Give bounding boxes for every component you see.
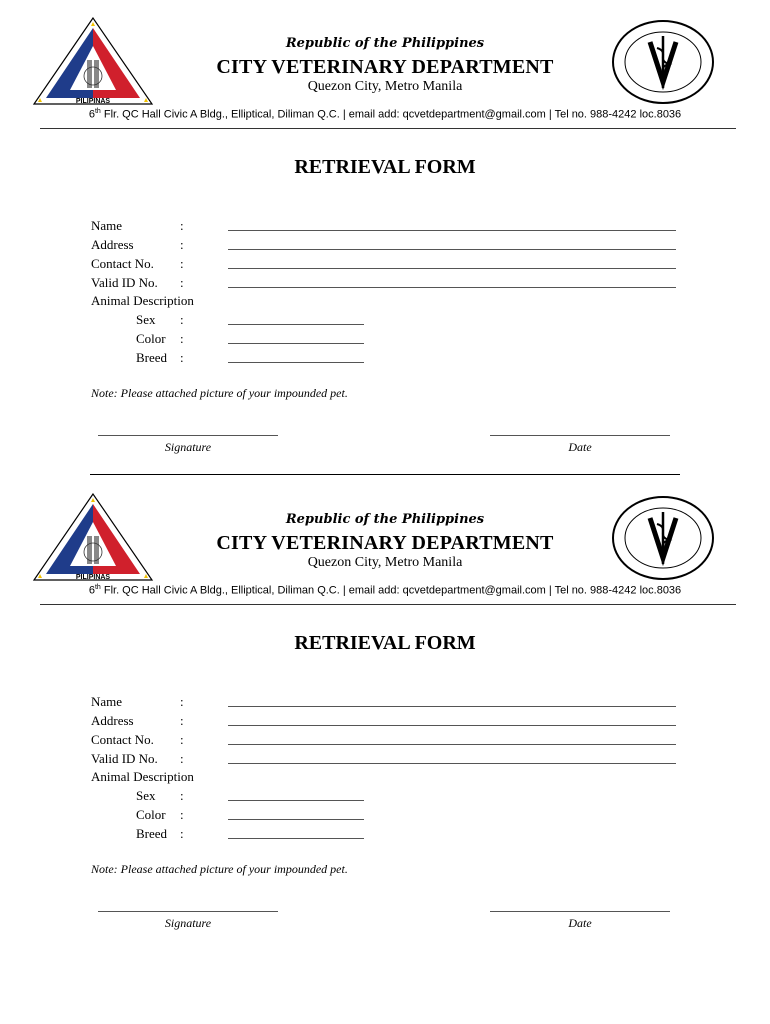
header-divider bbox=[40, 604, 736, 605]
colon: : bbox=[180, 807, 184, 822]
republic-heading: Republic of the Philippines bbox=[285, 512, 485, 527]
contact-label: Contact No. bbox=[91, 256, 154, 271]
date-field[interactable] bbox=[490, 435, 670, 436]
color-field[interactable] bbox=[228, 343, 364, 344]
breed-label: Breed bbox=[136, 826, 168, 841]
svg-text:PILIPINAS: PILIPINAS bbox=[75, 574, 111, 581]
address-field[interactable] bbox=[228, 249, 676, 250]
department-name: CITY VETERINARY DEPARTMENT bbox=[216, 532, 554, 554]
form-separator bbox=[90, 474, 680, 475]
sex-field[interactable] bbox=[228, 800, 364, 801]
colon: : bbox=[180, 312, 184, 327]
valid-id-label: Valid ID No. bbox=[91, 275, 158, 290]
name-field[interactable] bbox=[228, 706, 676, 707]
retrieval-form-2 bbox=[0, 476, 770, 952]
signature-label: Signature bbox=[164, 440, 212, 454]
colon: : bbox=[180, 331, 184, 346]
breed-field[interactable] bbox=[228, 838, 364, 839]
signature-field[interactable] bbox=[98, 435, 278, 436]
breed-field[interactable] bbox=[228, 362, 364, 363]
date-label: Date bbox=[568, 916, 592, 930]
sex-label: Sex bbox=[136, 312, 156, 327]
retrieval-form-1 bbox=[0, 0, 770, 476]
colon: : bbox=[180, 751, 184, 766]
name-label: Name bbox=[91, 218, 123, 233]
note-text: Note: Please attached picture of your impounded pet. bbox=[91, 862, 348, 876]
name-label: Name bbox=[91, 694, 123, 709]
address-label: Address bbox=[91, 237, 134, 252]
colon: : bbox=[180, 237, 184, 252]
colon: : bbox=[180, 218, 184, 233]
sex-field[interactable] bbox=[228, 324, 364, 325]
colon: : bbox=[180, 732, 184, 747]
valid-id-label: Valid ID No. bbox=[91, 751, 158, 766]
address-field[interactable] bbox=[228, 725, 676, 726]
contact-label: Contact No. bbox=[91, 732, 154, 747]
svg-text:PILIPINAS: PILIPINAS bbox=[75, 98, 111, 105]
colon: : bbox=[180, 694, 184, 709]
quezon-city-seal-logo bbox=[32, 16, 154, 108]
date-label: Date bbox=[568, 440, 592, 454]
name-field[interactable] bbox=[228, 230, 676, 231]
header-divider bbox=[40, 128, 736, 129]
form-title: RETRIEVAL FORM bbox=[294, 632, 476, 654]
colon: : bbox=[180, 788, 184, 803]
sex-label: Sex bbox=[136, 788, 156, 803]
contact-info: 6th Flr. QC Hall Civic A Bldg., Elliptical, Diliman Q.C. | email add: qcvetdepartment@gmail.com | Tel no. 988-4242 loc.8036 bbox=[88, 108, 682, 121]
animal-description-label: Animal Description bbox=[91, 293, 194, 308]
city-location: Quezon City, Metro Manila bbox=[307, 79, 463, 94]
signature-label: Signature bbox=[164, 916, 212, 930]
color-label: Color bbox=[136, 807, 166, 822]
valid-id-field[interactable] bbox=[228, 763, 676, 764]
address-label: Address bbox=[91, 713, 134, 728]
department-name: CITY VETERINARY DEPARTMENT bbox=[216, 56, 554, 78]
note-text: Note: Please attached picture of your impounded pet. bbox=[91, 386, 348, 400]
color-label: Color bbox=[136, 331, 166, 346]
republic-heading: Republic of the Philippines bbox=[285, 36, 485, 51]
valid-id-field[interactable] bbox=[228, 287, 676, 288]
veterinary-department-seal-logo bbox=[610, 18, 716, 106]
veterinary-department-seal-logo bbox=[610, 494, 716, 582]
colon: : bbox=[180, 275, 184, 290]
contact-field[interactable] bbox=[228, 268, 676, 269]
colon: : bbox=[180, 713, 184, 728]
breed-label: Breed bbox=[136, 350, 168, 365]
colon: : bbox=[180, 826, 184, 841]
contact-field[interactable] bbox=[228, 744, 676, 745]
form-title: RETRIEVAL FORM bbox=[294, 156, 476, 178]
colon: : bbox=[180, 350, 184, 365]
colon: : bbox=[180, 256, 184, 271]
contact-info: 6th Flr. QC Hall Civic A Bldg., Elliptical, Diliman Q.C. | email add: qcvetdepartment@gmail.com | Tel no. 988-4242 loc.8036 bbox=[88, 584, 682, 597]
color-field[interactable] bbox=[228, 819, 364, 820]
signature-field[interactable] bbox=[98, 911, 278, 912]
city-location: Quezon City, Metro Manila bbox=[307, 555, 463, 570]
animal-description-label: Animal Description bbox=[91, 769, 194, 784]
quezon-city-seal-logo bbox=[32, 492, 154, 584]
date-field[interactable] bbox=[490, 911, 670, 912]
